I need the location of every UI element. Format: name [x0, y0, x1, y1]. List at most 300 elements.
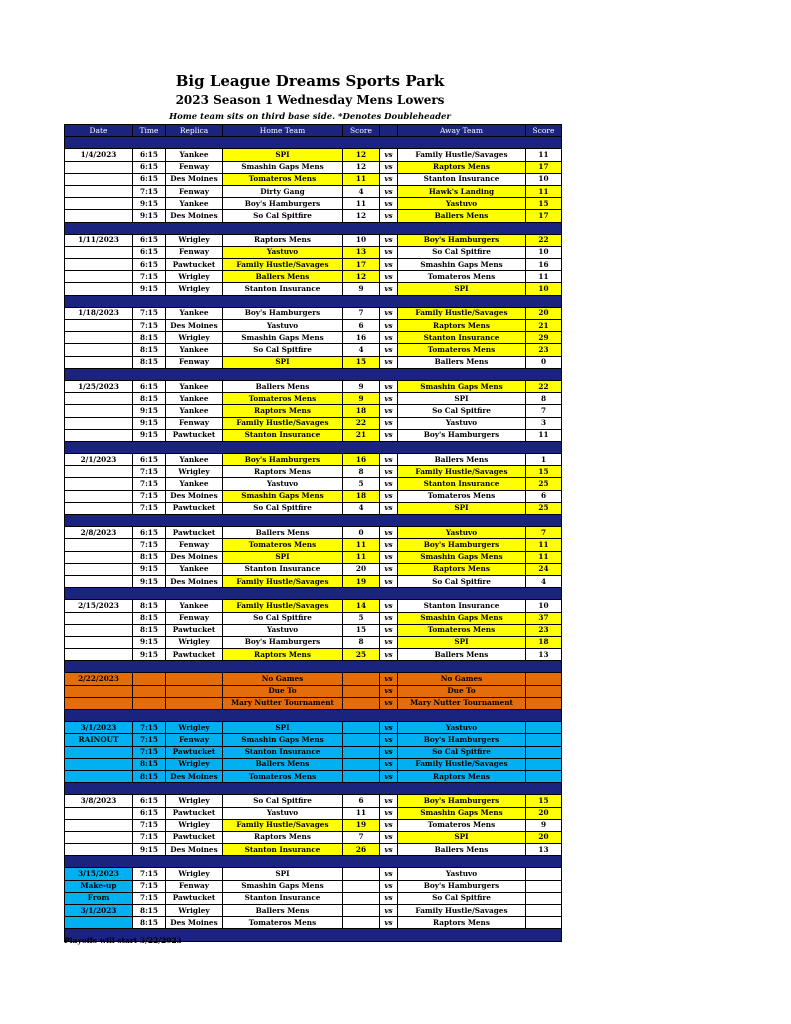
separator-bar	[65, 661, 562, 673]
schedule-note: Home team sits on third base side. *Denotes Doubleheader	[169, 112, 451, 122]
time-cell: 8:15	[133, 344, 166, 356]
time-cell: 7:15	[133, 722, 166, 734]
home-team-cell: Raptors Mens	[223, 234, 343, 246]
home-team-cell: SPI	[223, 356, 343, 368]
away-team-cell: Stanton Insurance	[398, 478, 526, 490]
away-team-cell: SPI	[398, 393, 526, 405]
date-cell	[65, 807, 133, 819]
vs-cell: vs	[380, 405, 398, 417]
table-row	[65, 380, 562, 392]
date-cell	[65, 624, 133, 636]
away-team-cell: Ballers Mens	[398, 649, 526, 661]
home-team-cell: Stanton Insurance	[223, 283, 343, 295]
time-cell	[133, 673, 166, 685]
table-row	[65, 612, 562, 624]
home-team-cell: Boy's Hamburgers	[223, 454, 343, 466]
replica-cell	[166, 673, 223, 685]
vs-cell: vs	[380, 466, 398, 478]
away-score-cell: 11	[526, 149, 562, 161]
away-team-cell: Smashin Gaps Mens	[398, 259, 526, 271]
home-team-cell: Stanton Insurance	[223, 844, 343, 856]
home-team-cell: Family Hustle/Savages	[223, 600, 343, 612]
vs-cell: vs	[380, 429, 398, 441]
home-score-cell: 12	[343, 149, 380, 161]
replica-cell: Yankee	[166, 405, 223, 417]
away-score-cell: 15	[526, 795, 562, 807]
home-team-cell: Family Hustle/Savages	[223, 819, 343, 831]
replica-cell: Yankee	[166, 393, 223, 405]
table-row	[65, 173, 562, 185]
away-team-cell: Smashin Gaps Mens	[398, 551, 526, 563]
home-team-cell: Stanton Insurance	[223, 892, 343, 904]
away-score-cell: 17	[526, 161, 562, 173]
replica-cell: Wrigley	[166, 271, 223, 283]
away-score-cell: 25	[526, 502, 562, 514]
vs-cell: vs	[380, 344, 398, 356]
date-cell	[65, 271, 133, 283]
date-cell	[65, 551, 133, 563]
home-score-cell	[343, 734, 380, 746]
table-row	[65, 880, 562, 892]
away-score-cell: 20	[526, 831, 562, 843]
vs-cell: vs	[380, 734, 398, 746]
home-score-cell: 16	[343, 332, 380, 344]
home-team-cell: Yastuvo	[223, 320, 343, 332]
table-row	[65, 271, 562, 283]
time-cell: 9:15	[133, 283, 166, 295]
replica-cell: Pawtucket	[166, 527, 223, 539]
away-score-cell	[526, 697, 562, 709]
date-cell	[65, 563, 133, 575]
date-cell	[65, 770, 133, 782]
vs-cell: vs	[380, 722, 398, 734]
table-row	[65, 673, 562, 685]
column-header-home-score: Score	[343, 125, 380, 137]
date-cell	[65, 636, 133, 648]
vs-cell: vs	[380, 868, 398, 880]
home-score-cell: 11	[343, 198, 380, 210]
date-cell: 1/11/2023	[65, 234, 133, 246]
date-cell	[65, 697, 133, 709]
week-separator	[65, 783, 562, 795]
week-separator	[65, 137, 562, 149]
away-score-cell: 4	[526, 575, 562, 587]
away-team-cell: Raptors Mens	[398, 917, 526, 929]
table-row	[65, 892, 562, 904]
away-score-cell	[526, 722, 562, 734]
vs-cell: vs	[380, 563, 398, 575]
home-team-cell: Yastuvo	[223, 246, 343, 258]
away-team-cell: Family Hustle/Savages	[398, 905, 526, 917]
schedule-body	[65, 137, 562, 941]
home-score-cell	[343, 868, 380, 880]
home-score-cell: 7	[343, 831, 380, 843]
vs-cell: vs	[380, 770, 398, 782]
date-cell	[65, 649, 133, 661]
home-team-cell: Ballers Mens	[223, 380, 343, 392]
table-row	[65, 490, 562, 502]
date-cell: 2/15/2023	[65, 600, 133, 612]
table-row	[65, 770, 562, 782]
vs-cell: vs	[380, 149, 398, 161]
replica-cell: Fenway	[166, 612, 223, 624]
away-score-cell: 10	[526, 283, 562, 295]
time-cell: 8:15	[133, 758, 166, 770]
home-score-cell: 0	[343, 527, 380, 539]
away-score-cell: 22	[526, 234, 562, 246]
time-cell: 6:15	[133, 149, 166, 161]
home-team-cell: Smashin Gaps Mens	[223, 332, 343, 344]
vs-cell: vs	[380, 332, 398, 344]
replica-cell: Yankee	[166, 380, 223, 392]
week-separator	[65, 856, 562, 868]
home-score-cell	[343, 722, 380, 734]
away-score-cell: 23	[526, 344, 562, 356]
home-score-cell: 10	[343, 234, 380, 246]
time-cell: 7:15	[133, 478, 166, 490]
away-team-cell: Ballers Mens	[398, 356, 526, 368]
home-score-cell	[343, 917, 380, 929]
replica-cell: Des Moines	[166, 770, 223, 782]
away-team-cell: Ballers Mens	[398, 844, 526, 856]
away-team-cell: Yastuvo	[398, 417, 526, 429]
away-score-cell: 11	[526, 429, 562, 441]
replica-cell: Pawtucket	[166, 892, 223, 904]
separator-bar	[65, 783, 562, 795]
home-score-cell	[343, 673, 380, 685]
vs-cell: vs	[380, 819, 398, 831]
away-score-cell	[526, 880, 562, 892]
away-score-cell: 10	[526, 173, 562, 185]
vs-cell: vs	[380, 600, 398, 612]
away-team-cell: SPI	[398, 831, 526, 843]
time-cell: 8:15	[133, 917, 166, 929]
replica-cell: Wrigley	[166, 868, 223, 880]
replica-cell: Wrigley	[166, 283, 223, 295]
replica-cell: Wrigley	[166, 636, 223, 648]
home-team-cell: Raptors Mens	[223, 405, 343, 417]
time-cell: 7:15	[133, 880, 166, 892]
time-cell: 7:15	[133, 746, 166, 758]
table-row	[65, 332, 562, 344]
date-cell	[65, 344, 133, 356]
home-score-cell: 12	[343, 271, 380, 283]
away-score-cell: 10	[526, 246, 562, 258]
vs-cell: vs	[380, 612, 398, 624]
away-score-cell: 7	[526, 405, 562, 417]
replica-cell: Des Moines	[166, 210, 223, 222]
vs-cell: vs	[380, 905, 398, 917]
vs-cell: vs	[380, 649, 398, 661]
away-team-cell: Boy's Hamburgers	[398, 734, 526, 746]
away-score-cell: 13	[526, 844, 562, 856]
away-team-cell: Smashin Gaps Mens	[398, 612, 526, 624]
home-team-cell: Family Hustle/Savages	[223, 259, 343, 271]
home-team-cell: Smashin Gaps Mens	[223, 490, 343, 502]
time-cell: 7:15	[133, 539, 166, 551]
home-team-cell: Tomateros Mens	[223, 393, 343, 405]
table-row	[65, 746, 562, 758]
home-team-cell: Family Hustle/Savages	[223, 417, 343, 429]
time-cell: 6:15	[133, 173, 166, 185]
vs-cell: vs	[380, 454, 398, 466]
date-cell	[65, 320, 133, 332]
vs-cell: vs	[380, 697, 398, 709]
away-score-cell: 9	[526, 819, 562, 831]
time-cell: 6:15	[133, 807, 166, 819]
date-cell	[65, 332, 133, 344]
away-score-cell: 11	[526, 185, 562, 197]
column-header-away-team: Away Team	[398, 125, 526, 137]
time-cell: 7:15	[133, 892, 166, 904]
replica-cell: Fenway	[166, 356, 223, 368]
home-team-cell: Tomateros Mens	[223, 770, 343, 782]
away-team-cell: So Cal Spitfire	[398, 575, 526, 587]
away-team-cell: So Cal Spitfire	[398, 892, 526, 904]
table-row	[65, 198, 562, 210]
date-cell	[65, 917, 133, 929]
table-row	[65, 844, 562, 856]
away-team-cell: Ballers Mens	[398, 210, 526, 222]
home-team-cell: Ballers Mens	[223, 758, 343, 770]
away-team-cell: Stanton Insurance	[398, 332, 526, 344]
away-team-cell: SPI	[398, 502, 526, 514]
home-team-cell: So Cal Spitfire	[223, 795, 343, 807]
replica-cell: Des Moines	[166, 490, 223, 502]
away-team-cell: Hawk's Landing	[398, 185, 526, 197]
replica-cell: Pawtucket	[166, 502, 223, 514]
away-team-cell: Boy's Hamburgers	[398, 234, 526, 246]
replica-cell: Des Moines	[166, 320, 223, 332]
vs-cell: vs	[380, 502, 398, 514]
away-score-cell: 15	[526, 198, 562, 210]
away-team-cell: SPI	[398, 283, 526, 295]
home-score-cell: 20	[343, 563, 380, 575]
vs-cell: vs	[380, 380, 398, 392]
table-row	[65, 649, 562, 661]
vs-cell: vs	[380, 246, 398, 258]
replica-cell: Pawtucket	[166, 259, 223, 271]
date-cell	[65, 539, 133, 551]
date-cell: 2/8/2023	[65, 527, 133, 539]
date-cell	[65, 490, 133, 502]
date-cell	[65, 819, 133, 831]
table-row	[65, 405, 562, 417]
replica-cell: Wrigley	[166, 332, 223, 344]
table-row	[65, 636, 562, 648]
home-score-cell: 4	[343, 344, 380, 356]
time-cell: 8:15	[133, 905, 166, 917]
replica-cell: Yankee	[166, 344, 223, 356]
column-header-vs	[380, 125, 398, 137]
home-score-cell: 11	[343, 807, 380, 819]
home-team-cell: So Cal Spitfire	[223, 210, 343, 222]
time-cell: 8:15	[133, 770, 166, 782]
home-score-cell: 8	[343, 636, 380, 648]
replica-cell: Des Moines	[166, 551, 223, 563]
home-team-cell: Smashin Gaps Mens	[223, 734, 343, 746]
table-row	[65, 758, 562, 770]
table-row	[65, 734, 562, 746]
vs-cell: vs	[380, 490, 398, 502]
table-row	[65, 185, 562, 197]
date-cell: 1/4/2023	[65, 149, 133, 161]
away-team-cell: Tomateros Mens	[398, 490, 526, 502]
date-cell	[65, 429, 133, 441]
date-cell	[65, 746, 133, 758]
schedule-table	[64, 124, 562, 942]
home-team-cell: Boy's Hamburgers	[223, 307, 343, 319]
away-score-cell: 11	[526, 271, 562, 283]
separator-bar	[65, 441, 562, 453]
away-score-cell	[526, 758, 562, 770]
table-row	[65, 917, 562, 929]
separator-bar	[65, 368, 562, 380]
home-score-cell: 6	[343, 320, 380, 332]
vs-cell: vs	[380, 624, 398, 636]
replica-cell: Wrigley	[166, 466, 223, 478]
week-separator	[65, 661, 562, 673]
home-team-cell: Family Hustle/Savages	[223, 575, 343, 587]
home-team-cell: Mary Nutter Tournament	[223, 697, 343, 709]
date-cell: 3/1/2023	[65, 722, 133, 734]
table-row	[65, 819, 562, 831]
away-team-cell: Boy's Hamburgers	[398, 539, 526, 551]
date-cell	[65, 685, 133, 697]
home-team-cell: So Cal Spitfire	[223, 502, 343, 514]
vs-cell: vs	[380, 758, 398, 770]
time-cell: 9:15	[133, 429, 166, 441]
time-cell: 7:15	[133, 502, 166, 514]
away-score-cell: 6	[526, 490, 562, 502]
date-cell	[65, 417, 133, 429]
vs-cell: vs	[380, 283, 398, 295]
vs-cell: vs	[380, 636, 398, 648]
week-separator	[65, 368, 562, 380]
home-score-cell	[343, 758, 380, 770]
separator-bar	[65, 710, 562, 722]
away-team-cell: Yastuvo	[398, 868, 526, 880]
replica-cell: Fenway	[166, 246, 223, 258]
vs-cell: vs	[380, 356, 398, 368]
vs-cell: vs	[380, 551, 398, 563]
replica-cell: Des Moines	[166, 173, 223, 185]
vs-cell: vs	[380, 307, 398, 319]
date-cell	[65, 283, 133, 295]
home-score-cell: 15	[343, 624, 380, 636]
time-cell: 6:15	[133, 259, 166, 271]
date-cell: 3/1/2023	[65, 905, 133, 917]
replica-cell: Yankee	[166, 454, 223, 466]
home-score-cell: 18	[343, 490, 380, 502]
away-score-cell	[526, 770, 562, 782]
column-header-time: Time	[133, 125, 166, 137]
table-row	[65, 161, 562, 173]
date-cell	[65, 246, 133, 258]
away-team-cell: So Cal Spitfire	[398, 746, 526, 758]
away-score-cell: 11	[526, 539, 562, 551]
replica-cell: Fenway	[166, 539, 223, 551]
home-score-cell: 8	[343, 466, 380, 478]
time-cell: 9:15	[133, 405, 166, 417]
home-score-cell: 19	[343, 575, 380, 587]
vs-cell: vs	[380, 917, 398, 929]
time-cell: 8:15	[133, 612, 166, 624]
home-score-cell: 14	[343, 600, 380, 612]
replica-cell: Fenway	[166, 417, 223, 429]
vs-cell: vs	[380, 161, 398, 173]
table-row	[65, 831, 562, 843]
table-row	[65, 344, 562, 356]
date-cell	[65, 161, 133, 173]
separator-bar	[65, 588, 562, 600]
vs-cell: vs	[380, 685, 398, 697]
date-cell: 3/15/2023	[65, 868, 133, 880]
time-cell: 9:15	[133, 575, 166, 587]
table-row	[65, 600, 562, 612]
time-cell: 8:15	[133, 624, 166, 636]
table-row	[65, 563, 562, 575]
away-team-cell: Yastuvo	[398, 527, 526, 539]
home-score-cell: 13	[343, 246, 380, 258]
replica-cell: Wrigley	[166, 234, 223, 246]
page-title: Big League Dreams Sports Park	[175, 72, 445, 90]
home-team-cell: Stanton Insurance	[223, 563, 343, 575]
vs-cell: vs	[380, 259, 398, 271]
date-cell: 1/25/2023	[65, 380, 133, 392]
replica-cell	[166, 697, 223, 709]
home-score-cell: 19	[343, 819, 380, 831]
away-score-cell	[526, 746, 562, 758]
time-cell: 6:15	[133, 454, 166, 466]
header-row	[65, 125, 562, 137]
week-separator	[65, 295, 562, 307]
home-team-cell: SPI	[223, 722, 343, 734]
replica-cell: Pawtucket	[166, 746, 223, 758]
home-team-cell: Tomateros Mens	[223, 173, 343, 185]
replica-cell: Wrigley	[166, 722, 223, 734]
home-team-cell: Smashin Gaps Mens	[223, 880, 343, 892]
date-cell	[65, 356, 133, 368]
home-score-cell: 21	[343, 429, 380, 441]
home-score-cell: 25	[343, 649, 380, 661]
home-score-cell: 15	[343, 356, 380, 368]
date-cell	[65, 575, 133, 587]
away-score-cell	[526, 917, 562, 929]
table-row	[65, 210, 562, 222]
home-team-cell: Stanton Insurance	[223, 429, 343, 441]
replica-cell: Wrigley	[166, 819, 223, 831]
column-header-home-team: Home Team	[223, 125, 343, 137]
away-team-cell: Stanton Insurance	[398, 600, 526, 612]
date-cell	[65, 393, 133, 405]
table-row	[65, 478, 562, 490]
date-cell: RAINOUT	[65, 734, 133, 746]
home-score-cell: 18	[343, 405, 380, 417]
vs-cell: vs	[380, 795, 398, 807]
home-team-cell: Raptors Mens	[223, 466, 343, 478]
vs-cell: vs	[380, 271, 398, 283]
time-cell: 8:15	[133, 356, 166, 368]
home-team-cell: Raptors Mens	[223, 649, 343, 661]
time-cell: 9:15	[133, 198, 166, 210]
date-cell	[65, 502, 133, 514]
away-team-cell: Tomateros Mens	[398, 819, 526, 831]
away-score-cell: 37	[526, 612, 562, 624]
replica-cell: Yankee	[166, 149, 223, 161]
time-cell: 9:15	[133, 417, 166, 429]
time-cell: 7:15	[133, 831, 166, 843]
